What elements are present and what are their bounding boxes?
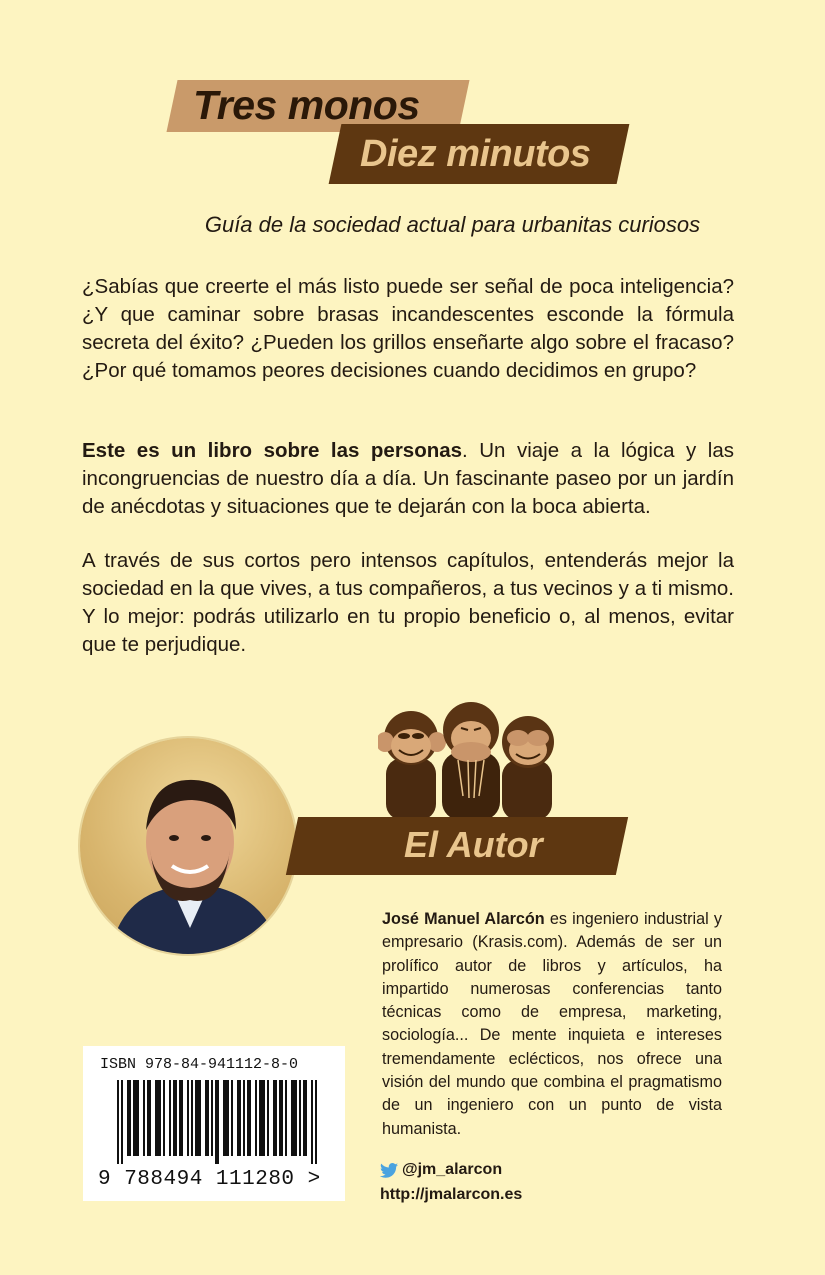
author-bio-text: es ingeniero industrial y empresario (Krasis.com). Además de ser un prolífico autor de libros y artículos, ha impartido numerosas conferencias tanto técnicas como de empresa, marketing, sociología... De mente inquieta e intereses tremendamente eclécticos, nos ofrece una visión del mundo que combina el pragmatismo de un ingeniero con un punto de vista humanista.	[382, 910, 723, 1138]
barcode-bar	[231, 1080, 233, 1156]
barcode-bar	[295, 1080, 297, 1156]
book-title-line2: Diez minutos	[360, 133, 591, 175]
author-name: José Manuel Alarcón	[382, 910, 545, 928]
blurb-paragraph-2	[82, 437, 734, 521]
barcode-bar	[205, 1080, 207, 1156]
monkey-middle	[442, 702, 500, 820]
barcode-bar	[163, 1080, 165, 1156]
author-bio	[382, 908, 722, 1141]
barcode-bar	[191, 1080, 193, 1156]
barcode-bar	[315, 1080, 317, 1164]
barcode-bar	[285, 1080, 287, 1156]
monkey-left	[378, 711, 446, 820]
barcode-bar	[211, 1080, 213, 1156]
barcode-bar	[181, 1080, 183, 1156]
barcode-bar	[275, 1080, 277, 1156]
barcode-bar	[179, 1080, 181, 1156]
three-monkeys-illustration	[378, 700, 564, 820]
barcode-bar	[217, 1080, 219, 1164]
barcode-bar	[133, 1080, 135, 1156]
barcode-bar	[249, 1080, 251, 1156]
twitter-bird-icon	[380, 1163, 398, 1178]
barcode-bar	[311, 1080, 313, 1164]
barcode-bar	[263, 1080, 265, 1156]
barcode-bar	[279, 1080, 281, 1156]
barcode-bar	[247, 1080, 249, 1156]
barcode-bar	[281, 1080, 283, 1156]
barcode-bar	[143, 1080, 145, 1156]
book-subtitle: Guía de la sociedad actual para urbanitas curiosos	[204, 212, 701, 237]
barcode-bar	[215, 1080, 217, 1164]
barcode-bar	[121, 1080, 123, 1164]
book-title-line1: Tres monos	[193, 82, 420, 128]
barcode-bar	[173, 1080, 175, 1156]
barcode-bar	[243, 1080, 245, 1156]
barcode-bar	[227, 1080, 229, 1156]
author-section-label: El Autor	[404, 824, 543, 865]
twitter-handle-row[interactable]	[380, 1161, 502, 1179]
barcode-digits: 9 788494 111280 >	[98, 1168, 321, 1191]
barcode-bar	[135, 1080, 137, 1156]
barcode-bar	[299, 1080, 301, 1156]
barcode-bar	[225, 1080, 227, 1156]
monkey-right	[502, 716, 554, 820]
barcode-bar	[223, 1080, 225, 1156]
barcode-bar	[291, 1080, 293, 1156]
blurb-paragraph-1: ¿Sabías que creerte el más listo puede ser señal de poca inteligencia? ¿Y que caminar sobre brasas incandescentes esconde la fórmula secreta del éxito? ¿Pueden los grillos enseñarte algo sobre el fracaso? ¿Por qué tomamos peores decisiones cuando decidimos en grupo?	[82, 275, 734, 382]
barcode-bar	[149, 1080, 151, 1156]
blurb-paragraph-2-rest: . Un viaje a la lógica y las incongruencias de nuestro día a día. Un fascinante paseo por un jardín de anécdotas y situaciones que te dejarán con la boca abierta.	[82, 439, 734, 518]
author-photo	[80, 738, 296, 954]
barcode-bar	[305, 1080, 307, 1156]
barcode-bar	[259, 1080, 261, 1156]
barcode-bar	[127, 1080, 129, 1156]
barcode-bar	[169, 1080, 171, 1156]
barcode-bar	[239, 1080, 241, 1156]
barcode-bar	[137, 1080, 139, 1156]
barcode-bar	[159, 1080, 161, 1156]
barcode-bar	[267, 1080, 269, 1156]
barcode-bar	[129, 1080, 131, 1156]
author-portrait-icon	[80, 738, 296, 954]
barcode-bar	[195, 1080, 197, 1156]
barcode-bar	[187, 1080, 189, 1156]
blurb-bold-lead: Este es un libro sobre las personas	[82, 439, 463, 462]
barcode-bar	[273, 1080, 275, 1156]
barcode-bar	[261, 1080, 263, 1156]
barcode-bar	[255, 1080, 257, 1156]
isbn-label: ISBN 978-84-941112-8-0	[100, 1056, 299, 1073]
barcode-bar	[197, 1080, 199, 1156]
barcode-bar	[237, 1080, 239, 1156]
barcode-bar	[207, 1080, 209, 1156]
author-website-link[interactable]: http://jmalarcon.es	[380, 1186, 523, 1203]
barcode-bar	[303, 1080, 305, 1156]
barcode-bar	[199, 1080, 201, 1156]
isbn-barcode	[117, 1080, 317, 1164]
blurb-paragraph-3: A través de sus cortos pero intensos capítulos, entenderás mejor la sociedad en la que vives, a tus compañeros, a tus vecinos y a ti mismo. Y lo mejor: podrás utilizarlo en tu propio beneficio o, al menos, evitar que te perjudique.	[82, 549, 734, 656]
barcode-bar	[117, 1080, 119, 1164]
barcode-bar	[155, 1080, 157, 1156]
barcode-bar	[157, 1080, 159, 1156]
barcode-bar	[175, 1080, 177, 1156]
barcode-bar	[147, 1080, 149, 1156]
twitter-handle[interactable]: @jm_alarcon	[402, 1161, 503, 1178]
barcode-bar	[293, 1080, 295, 1156]
